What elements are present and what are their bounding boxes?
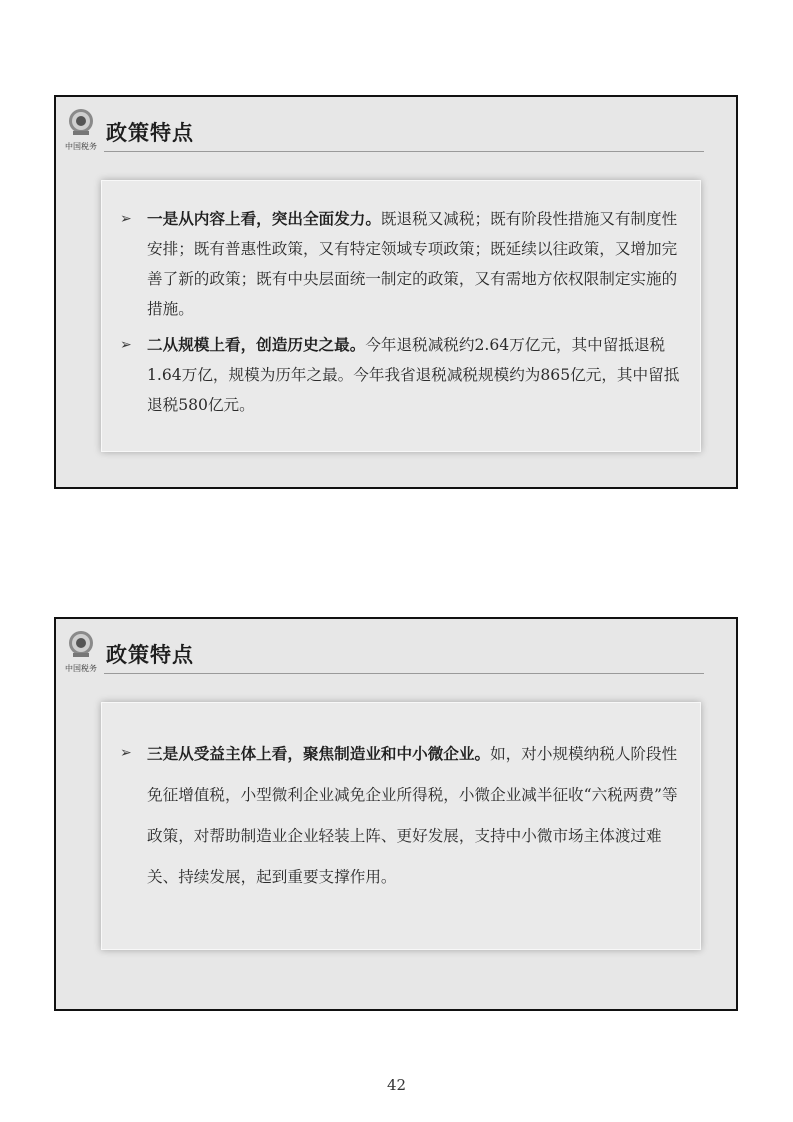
bullet-text: 今年退税减税约2.64万亿元，其中留抵退税1.64万亿，规模为历年之最。今年我省退税减税规模约为865亿元，其中留抵退税580亿元。 (147, 336, 680, 414)
bullet-text: 既退税又减税；既有阶段性措施又有制度性安排；既有普惠性政策，又有特定领域专项政策；既延续以往政策，又增加完善了新的政策；既有中央层面统一制定的政策，又有需地方依权限制定实施的措施。 (147, 210, 678, 318)
content-box (101, 180, 701, 452)
slide-1 (54, 95, 738, 489)
arrow-bullet-icon: ➢ (120, 337, 132, 353)
slide-title: 政策特点 (106, 120, 194, 145)
bullet-item (118, 330, 690, 420)
bullet-lead: 一是从内容上看，突出全面发力。 (147, 209, 381, 228)
arrow-bullet-icon: ➢ (120, 745, 132, 761)
svg-text:中国税务: 中国税务 (65, 142, 97, 151)
bullet-lead: 二从规模上看，创造历史之最。 (147, 335, 366, 354)
slide-title: 政策特点 (106, 642, 194, 667)
content-box (101, 702, 701, 950)
page-number: 42 (386, 1076, 407, 1094)
slide-2 (54, 617, 738, 1011)
svg-text:中国税务: 中国税务 (65, 664, 97, 673)
slide-header (64, 107, 694, 155)
slide-header (64, 629, 694, 677)
bullet-lead: 三是从受益主体上看，聚焦制造业和中小微企业。 (147, 744, 491, 763)
title-divider (104, 151, 704, 152)
bullet-item (118, 204, 690, 324)
title-divider (104, 673, 704, 674)
bullet-text: 如，对小规模纳税人阶段性免征增值税，小型微利企业减免企业所得税，小微企业减半征收“六税两费”等政策，对帮助制造业企业轻装上阵、更好发展，支持中小微市场主体渡过难关、持续发展，起到重要支撑作用。 (147, 745, 678, 886)
arrow-bullet-icon: ➢ (120, 211, 132, 227)
tax-emblem-icon (64, 629, 98, 675)
bullet-item (118, 733, 690, 898)
tax-emblem-icon (64, 107, 98, 153)
